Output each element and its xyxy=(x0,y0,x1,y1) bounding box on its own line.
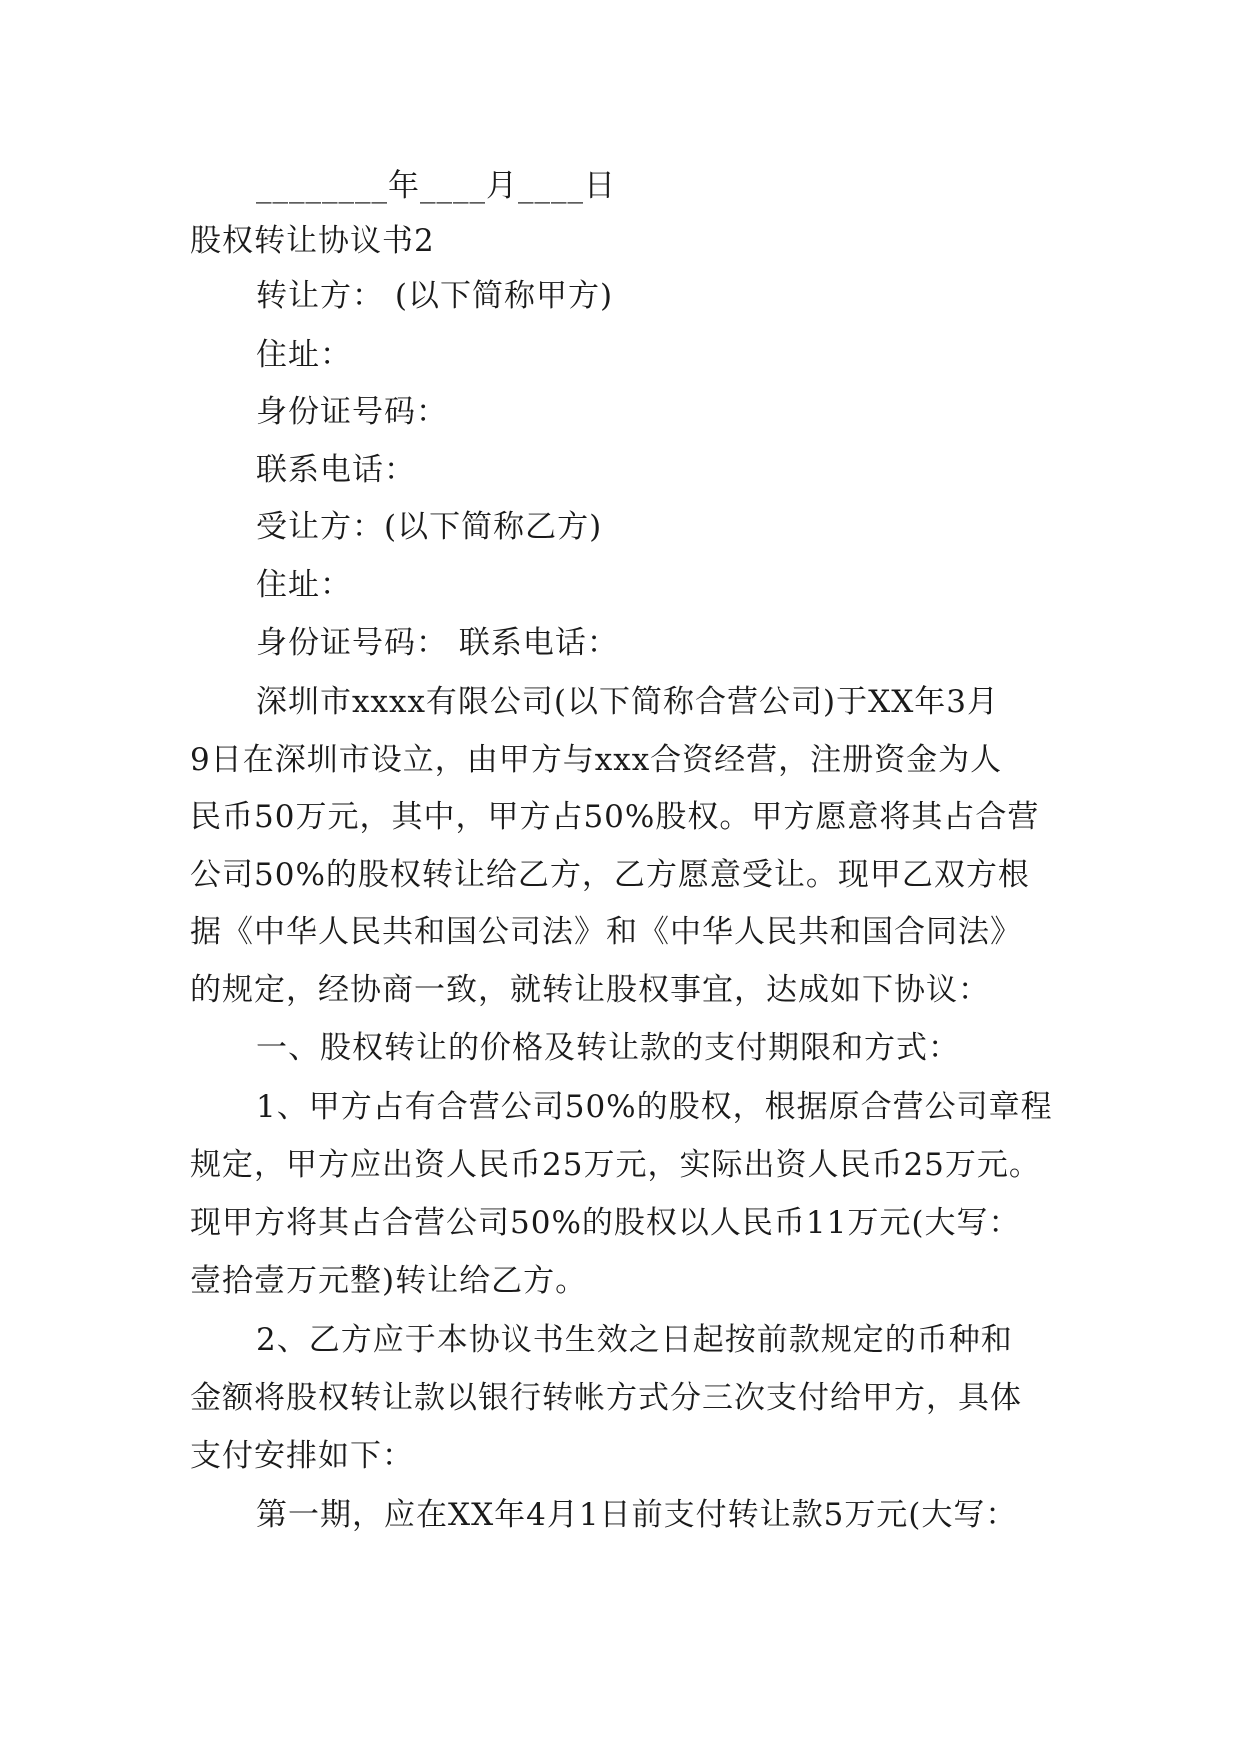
transferee-line: 受让方：(以下简称乙方) xyxy=(256,509,603,545)
paragraph-line: 支付安排如下： xyxy=(190,1438,414,1474)
paragraph-line: 第一期，应在XX年4月1日前支付转让款5万元(大写： xyxy=(256,1497,1018,1533)
section-heading: 一、股权转让的价格及转让款的支付期限和方式： xyxy=(256,1030,960,1066)
paragraph-line: 民币50万元，其中，甲方占50%股权。甲方愿意将其占合营 xyxy=(190,799,1040,835)
transferee-id-phone: 身份证号码： 联系电话： xyxy=(256,625,619,661)
transferor-phone: 联系电话： xyxy=(256,452,416,488)
paragraph-line: 的规定，经协商一致，就转让股权事宜，达成如下协议： xyxy=(190,972,990,1008)
date-line: ________年____月____日 xyxy=(256,168,616,204)
paragraph-line: 9日在深圳市设立，由甲方与xxx合资经营，注册资金为人 xyxy=(190,742,1003,778)
paragraph-line: 深圳市xxxx有限公司(以下简称合营公司)于XX年3月 xyxy=(256,684,999,720)
document-title: 股权转让协议书2 xyxy=(190,223,435,259)
paragraph-line: 据《中华人民共和国公司法》和《中华人民共和国合同法》 xyxy=(190,914,1022,950)
paragraph-line: 2、乙方应于本协议书生效之日起按前款规定的币种和 xyxy=(256,1322,1013,1358)
paragraph-line: 金额将股权转让款以银行转帐方式分三次支付给甲方，具体 xyxy=(190,1380,1022,1416)
transferee-address: 住址： xyxy=(256,567,352,603)
transferor-address: 住址： xyxy=(256,337,352,373)
transferor-line: 转让方： (以下简称甲方) xyxy=(256,278,614,314)
paragraph-line: 公司50%的股权转让给乙方，乙方愿意受让。现甲乙双方根 xyxy=(190,857,1030,893)
paragraph-line: 壹拾壹万元整)转让给乙方。 xyxy=(190,1263,588,1299)
transferor-id: 身份证号码： xyxy=(256,394,448,430)
paragraph-line: 规定，甲方应出资人民币25万元，实际出资人民币25万元。 xyxy=(190,1147,1041,1183)
paragraph-line: 现甲方将其占合营公司50%的股权以人民币11万元(大写： xyxy=(190,1205,1021,1241)
paragraph-line: 1、甲方占有合营公司50%的股权，根据原合营公司章程 xyxy=(256,1089,1053,1125)
